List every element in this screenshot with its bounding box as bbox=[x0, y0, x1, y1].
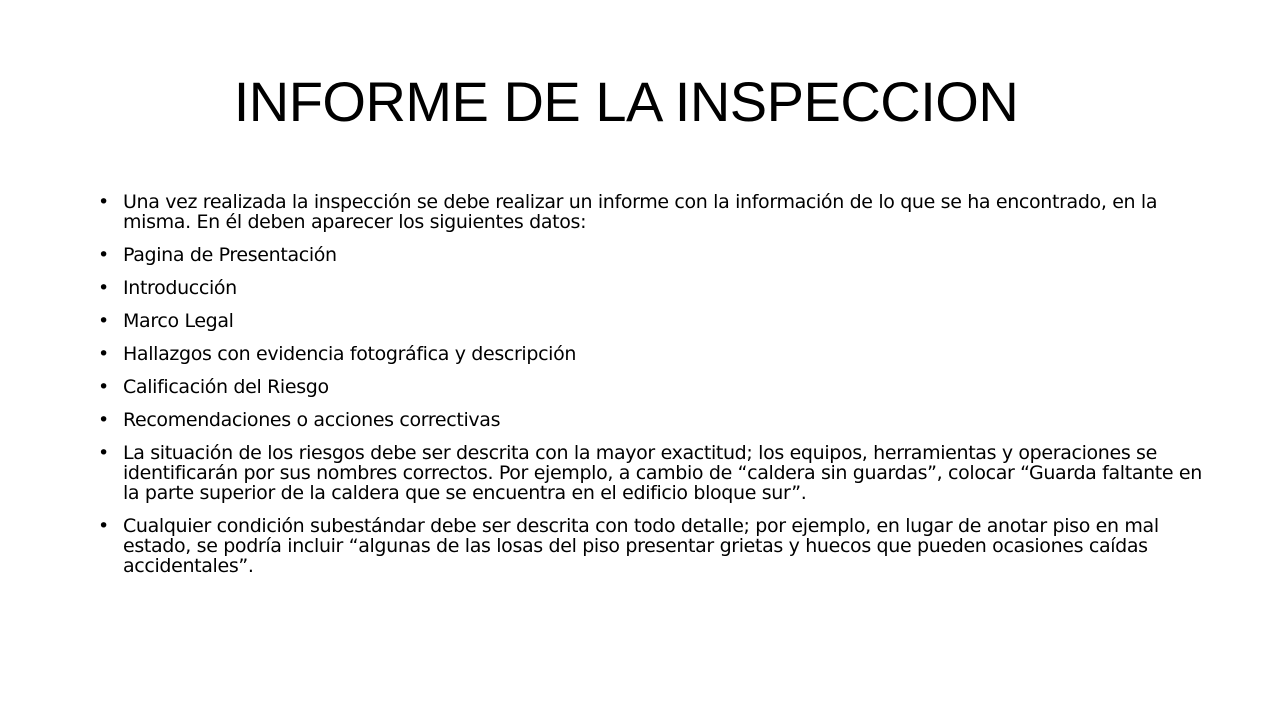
bullet-item-risk-description bbox=[95, 443, 1205, 503]
bullet-item-recommendations bbox=[95, 410, 1205, 430]
bullet-icon: • bbox=[98, 409, 109, 431]
bullet-text: Una vez realizada la inspección se debe realizar un informe con la información de lo que se ha encontrado, en la misma. En él deben aparecer los siguientes datos: bbox=[123, 191, 1158, 233]
bullet-item-intro bbox=[95, 192, 1205, 232]
bullet-item-legal-framework bbox=[95, 311, 1205, 331]
bullet-text: Cualquier condición subestándar debe ser descrita con todo detalle; por ejemplo, en lugar de anotar piso en mal estado, se podría incluir “algunas de las losas del piso presentar grietas y huecos que pueden ocasiones caídas accidentales”. bbox=[123, 515, 1159, 577]
bullet-text: La situación de los riesgos debe ser descrita con la mayor exactitud; los equipos, herramientas y operaciones se identificarán por sus nombres correctos. Por ejemplo, a cambio de “caldera sin guardas”, colocar “Guarda faltante en la parte superior de la caldera que se encuentra en el edificio bloque sur”. bbox=[123, 442, 1202, 504]
bullet-icon: • bbox=[98, 310, 109, 332]
bullet-item-introduction bbox=[95, 278, 1205, 298]
bullet-item-presentation-page bbox=[95, 245, 1205, 265]
bullet-icon: • bbox=[98, 515, 109, 537]
bullet-text: Calificación del Riesgo bbox=[123, 376, 329, 398]
bullet-text: Hallazgos con evidencia fotográfica y descripción bbox=[123, 343, 577, 365]
bullet-list bbox=[95, 192, 1205, 589]
bullet-text: Recomendaciones o acciones correctivas bbox=[123, 409, 501, 431]
bullet-icon: • bbox=[98, 244, 109, 266]
slide-title: INFORME DE LA INSPECCION bbox=[233, 70, 1019, 133]
bullet-item-risk-rating bbox=[95, 377, 1205, 397]
bullet-item-substandard-condition bbox=[95, 516, 1205, 576]
bullet-icon: • bbox=[98, 343, 109, 365]
bullet-icon: • bbox=[98, 191, 109, 213]
bullet-text: Marco Legal bbox=[123, 310, 234, 332]
bullet-text: Pagina de Presentación bbox=[123, 244, 337, 266]
bullet-icon: • bbox=[98, 277, 109, 299]
bullet-item-findings bbox=[95, 344, 1205, 364]
bullet-text: Introducción bbox=[123, 277, 237, 299]
bullet-icon: • bbox=[98, 376, 109, 398]
bullet-icon: • bbox=[98, 442, 109, 464]
